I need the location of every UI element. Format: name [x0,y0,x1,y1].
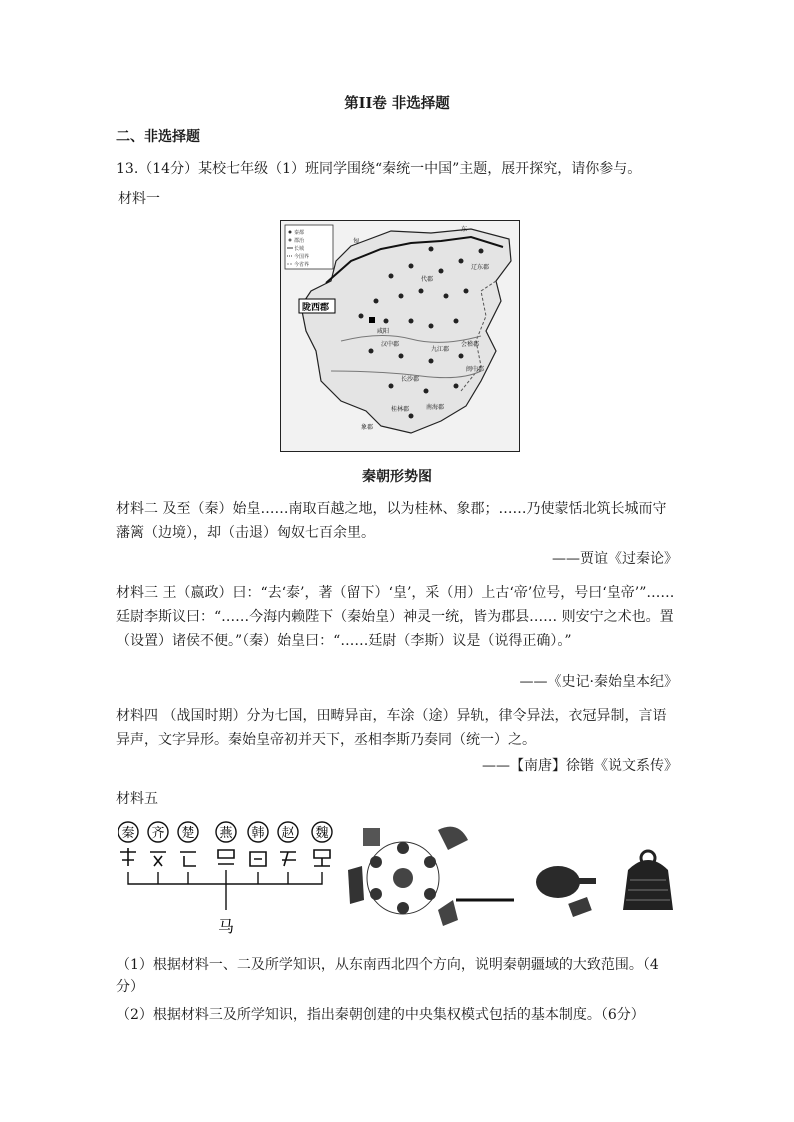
map-label: 代郡 [421,276,434,283]
weight-illustration [623,851,673,910]
map-label-longxi: 陇西郡 [302,303,330,313]
map-label: 九江郡 [431,346,450,353]
subquestion-1: （1）根据材料一、二及所学知识，从东南西北四个方向，说明秦朝疆域的大致范围。（4分） [116,957,659,995]
state-circle [312,822,332,842]
material4-text: 材料四 （战国时期）分为七国，田畴异亩，车涂（途）异轨，律令异法，衣冠异制，言语异声，文字异形。秦始皇帝初并天下，丞相李斯乃奏同（统一）之。 [116,708,667,748]
map-label: 汉中郡 [381,341,400,348]
material4-source: ——【南唐】徐锴《说文系传》 [482,758,678,774]
state-circle [278,822,298,842]
map-label: 东 [461,226,468,233]
legend-item: 郡治 [294,238,305,244]
capital-marker [369,317,375,323]
svg-text:齐: 齐 [151,826,165,841]
material1-label: 材料一 [118,191,160,207]
material3-text: 材料三 王（嬴政）曰：“去‘泰’，著（留下）‘皇’，采（用）上古‘帝’位号，号曰‘皇帝’”……廷尉李斯议曰：“……今海内赖陛下（秦始皇）神灵一统，皆为郡县…… 则安宁之术也。置（设置）诸侯不便。”（秦）始皇曰：“……廷尉（李斯）议是（说得正确）。” [116,585,675,649]
section-heading: 二、非选择题 [116,129,200,145]
map-label: 咸阳 [377,328,390,335]
qin-map [280,220,520,452]
map-caption: 秦朝形势图 [362,469,432,485]
legend-item: 秦都 [294,230,305,236]
map-drawing [281,221,519,451]
state-circle [148,822,168,842]
map-label: 桂林郡 [391,406,410,413]
legend-item: 今省界 [294,262,310,268]
material2-source: ——贾谊《过秦论》 [552,551,678,567]
svg-text:赵: 赵 [281,826,295,841]
map-label: 闽中郡 [466,366,485,373]
map-label: 匈 [353,238,360,245]
material5-figure [118,820,678,940]
coins-illustration [348,827,468,926]
map-label: 南海郡 [426,404,445,411]
legend-item: 今国界 [294,254,310,260]
svg-text:秦: 秦 [121,826,135,841]
material5-label: 材料五 [116,791,158,807]
svg-text:韩: 韩 [251,826,265,841]
map-label: 辽东郡 [471,264,490,271]
map-label: 象郡 [361,424,374,431]
svg-text:魏: 魏 [315,826,329,841]
material3-source: ——《史记·秦始皇本纪》 [519,674,678,690]
measure-tools [536,866,596,917]
unified-char: 马 [217,917,235,936]
state-circle [178,822,198,842]
state-circle [118,822,138,842]
state-circle [248,822,268,842]
svg-text:燕: 燕 [219,826,233,841]
ancient-script-glyphs [120,848,330,866]
map-label: 长沙郡 [401,376,420,383]
legend-item: 长城 [294,246,305,252]
material2-text: 材料二 及至（秦）始皇……南取百越之地，以为桂林、象郡；……乃使蒙恬北筑长城而守藩篱（边境），却（击退）匈奴七百余里。 [116,501,667,541]
part-title: 第II卷 非选择题 [344,95,450,112]
svg-text:楚: 楚 [181,826,195,841]
state-circle [216,822,236,842]
subquestion-2: （2）根据材料三及所学知识，指出秦朝创建的中央集权模式包括的基本制度。（6分） [116,1007,645,1023]
question-13: 13.（14分）某校七年级（1）班同学围绕“秦统一中国”主题，展开探究，请你参与。 [116,161,642,177]
map-label: 会稽郡 [461,341,480,348]
